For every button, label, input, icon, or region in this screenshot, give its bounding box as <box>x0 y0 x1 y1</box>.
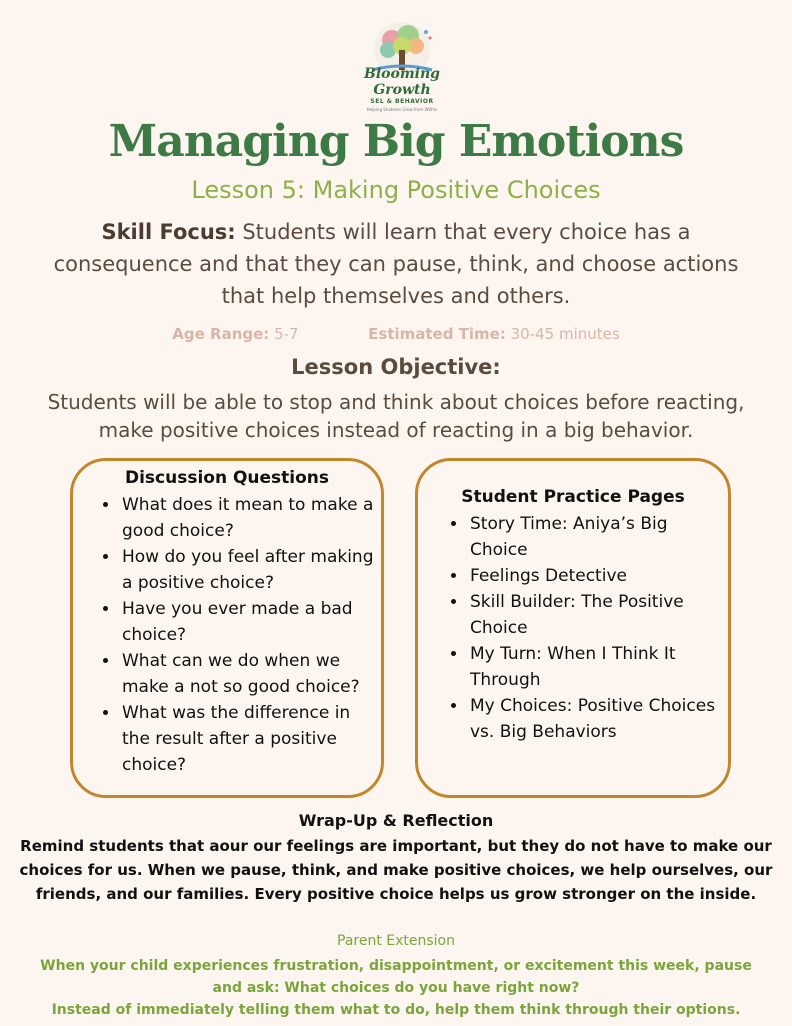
practice-heading: Student Practice Pages <box>461 487 685 507</box>
logo-tagline: Helping Students Grow from Within <box>366 107 438 112</box>
objective-text <box>0 388 792 444</box>
parent-line-2: and ask: What choices do you have right now? <box>212 980 580 996</box>
list-item: • What can we do when we make a not so good choice? <box>120 648 381 700</box>
estimated-time-label: Estimated Time: <box>368 325 506 343</box>
skill-focus-label: Skill Focus: <box>101 220 236 244</box>
parent-extension-heading: Parent Extension <box>337 933 455 949</box>
age-range-label: Age Range: <box>172 325 270 343</box>
list-item: • How do you feel after making a positive choice? <box>120 544 381 596</box>
estimated-time-value: 30-45 minutes <box>505 325 620 343</box>
list-item: • What does it mean to make a good choice? <box>120 492 381 544</box>
list-item: • Feelings Detective <box>468 563 728 589</box>
practice-list <box>418 511 728 745</box>
logo-sub: SEL & BEHAVIOR <box>370 98 434 105</box>
lesson-meta <box>0 325 792 343</box>
skill-focus-text: Students will learn that every choice has a consequence and that they can pause, think, and choose actions that help themselves and others. <box>53 220 739 308</box>
discussion-list <box>73 492 381 778</box>
skill-focus <box>40 216 752 312</box>
list-item: • My Turn: When I Think It Through <box>468 641 728 693</box>
parent-line-1: When your child experiences frustration, disappointment, or excitement this week, pause <box>40 958 752 974</box>
age-range-value: 5-7 <box>269 325 299 343</box>
parent-line-3: Instead of immediately telling them what to do, help them think through their options. <box>51 1002 741 1018</box>
objective-heading: Lesson Objective: <box>291 355 501 379</box>
list-item: • What was the difference in the result after a positive choice? <box>120 700 381 778</box>
discussion-questions-box <box>70 458 384 798</box>
list-item: • My Choices: Positive Choices vs. Big Behaviors <box>468 693 728 745</box>
list-item: • Story Time: Aniya’s Big Choice <box>468 511 728 563</box>
parent-extension-text <box>0 955 792 1021</box>
logo-name: Blooming Growth <box>364 66 440 98</box>
objective-line-2: make positive choices instead of reacting in a big behavior. <box>98 418 694 442</box>
objective-line-1: Students will be able to stop and think about choices before reacting, <box>47 390 745 414</box>
lesson-subtitle: Lesson 5: Making Positive Choices <box>191 176 601 204</box>
discussion-heading: Discussion Questions <box>124 468 330 488</box>
list-item: • Skill Builder: The Positive Choice <box>468 589 728 641</box>
list-item: • Have you ever made a bad choice? <box>120 596 381 648</box>
wrapup-text: Remind students that aour our feelings are important, but they do not have to make our choices for us. When we pause, think, and make positive choices, we help ourselves, our friends, and our families. Every positive choice helps us grow stronger on the inside. <box>19 837 773 903</box>
page-title: Managing Big Emotions <box>108 116 684 167</box>
wrapup-heading: Wrap-Up & Reflection <box>298 811 494 830</box>
brand-logo <box>346 18 458 112</box>
practice-pages-box <box>415 458 731 798</box>
